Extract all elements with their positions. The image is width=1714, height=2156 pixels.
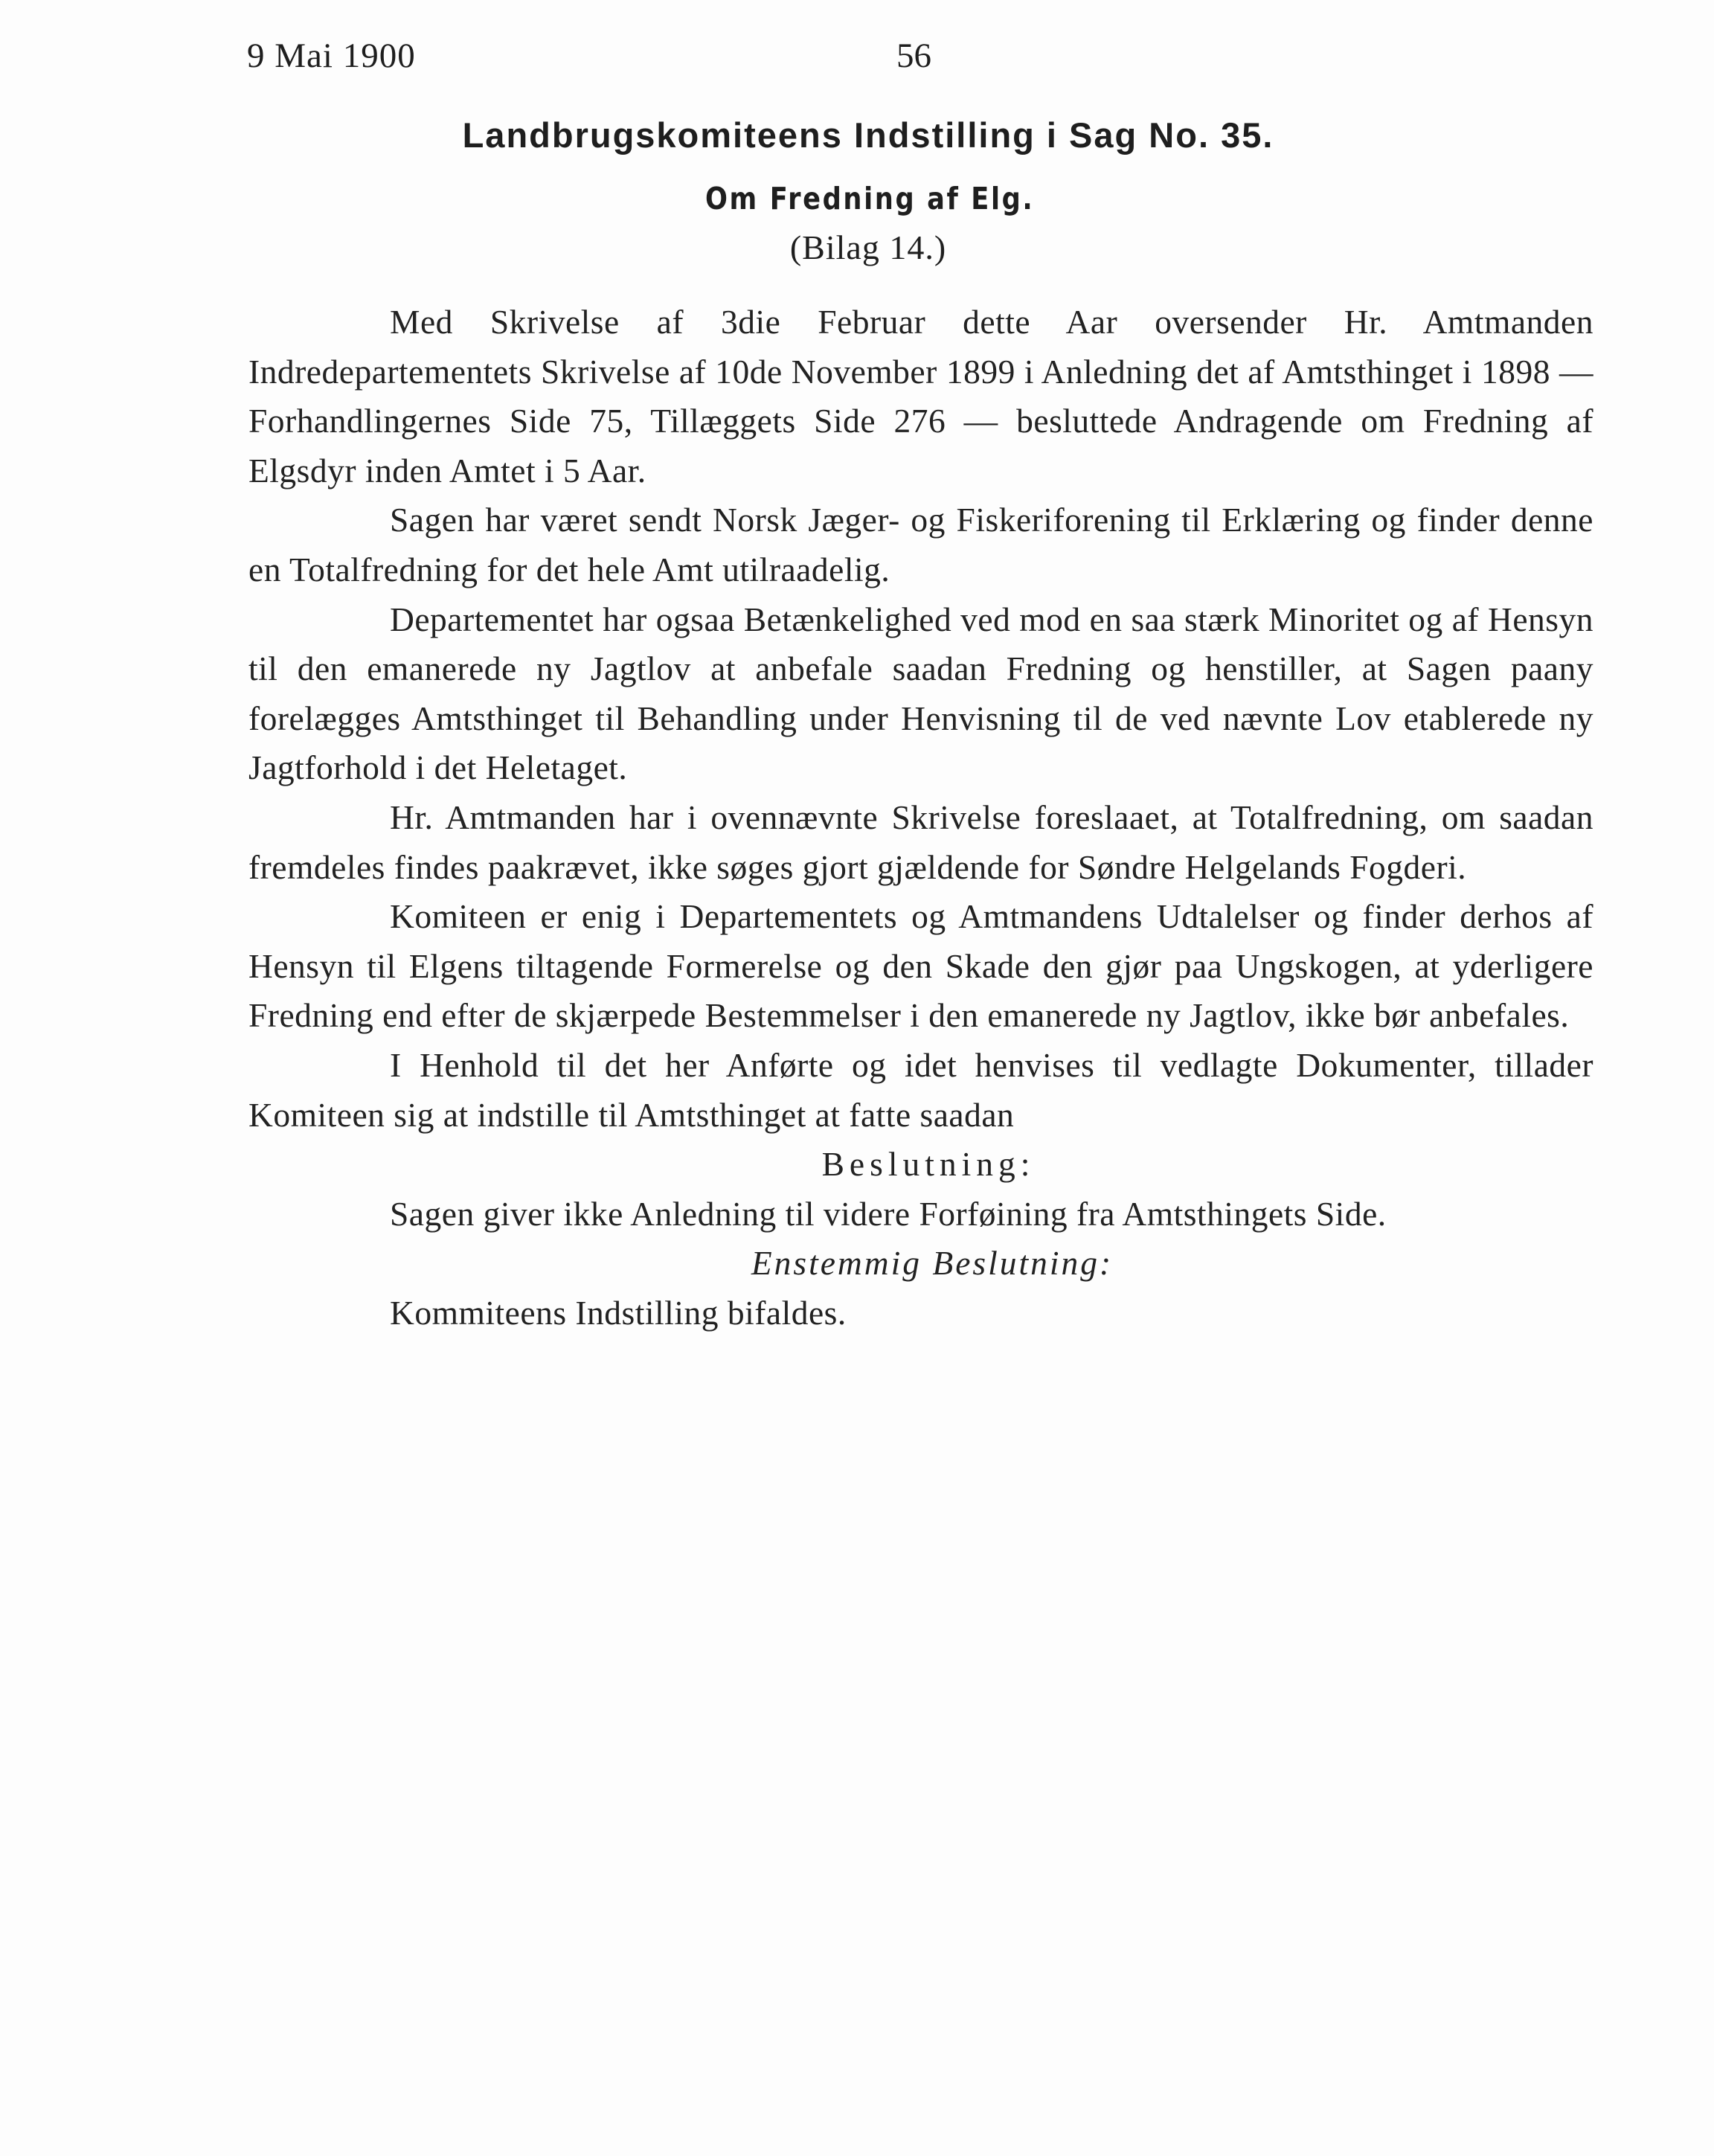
document-subtitle: Om Fredning af Elg. bbox=[704, 181, 1035, 216]
header-date: 9 Mai 1900 bbox=[247, 36, 416, 75]
final-resolution: Kommiteens Indstilling bifaldes. bbox=[390, 1293, 847, 1332]
decision-heading: Beslutning: bbox=[821, 1145, 1036, 1184]
document-body bbox=[248, 298, 1593, 1338]
paragraph-6: I Henhold til det her Anførte og idet henvises til vedlagte Dokumenter, tillader Komiteen sig at indstille til Amtsthinget at fatte saadan bbox=[248, 1045, 1593, 1134]
paragraph-5: Komiteen er enig i Departementets og Amtmandens Udtalelser og finder derhos af Hensyn til Elgens tiltagende Formerelse og den Skade den gjør paa Ungskogen, at yderligere Fredning end efter de skjærpede Bestemmelser i den emanerede ny Jagtlov, ikke bør anbefales. bbox=[248, 897, 1593, 1035]
unanimous-decision-heading: Enstemmig Beslutning: bbox=[751, 1244, 1114, 1283]
paragraph-4: Hr. Amtmanden har i ovennævnte Skrivelse foreslaaet, at Totalfredning, om saadan fremdeles findes paakrævet, ikke søges gjort gjældende for Søndre Helgelands Fogderi. bbox=[248, 798, 1593, 886]
paragraph-2: Sagen har været sendt Norsk Jæger- og Fiskeriforening til Erklæring og finder denne en Totalfredning for det hele Amt utilraadelig. bbox=[248, 501, 1593, 588]
page-number: 56 bbox=[896, 36, 931, 75]
paragraph-3: Departementet har ogsaa Betænkelighed ved mod en saa stærk Minoritet og af Hensyn til den emanerede ny Jagtlov at anbefale saadan Fredning og henstiller, at Sagen paany forelægges Amtsthinget til Behandling under Henvisning til de ved nævnte Lov etablerede ny Jagtforhold i det Heletaget. bbox=[248, 600, 1593, 787]
attachment-reference: (Bilag 14.) bbox=[789, 228, 947, 266]
paragraph-1: Med Skrivelse af 3die Februar dette Aar oversender Hr. Amtmanden Indredepartementets Skrivelse af 10de November 1899 i Anledning det af Amtsthinget i 1898 — Forhandlingernes Side 75, Tillæggets Side 276 — besluttede Andragende om Fredning af Elgsdyr inden Amtet i 5 Aar. bbox=[248, 303, 1593, 490]
decision-text: Sagen giver ikke Anledning til videre Forføining fra Amtsthingets Side. bbox=[390, 1194, 1387, 1233]
document-title: Landbrugskomiteens Indstilling i Sag No. 35. bbox=[462, 115, 1274, 155]
